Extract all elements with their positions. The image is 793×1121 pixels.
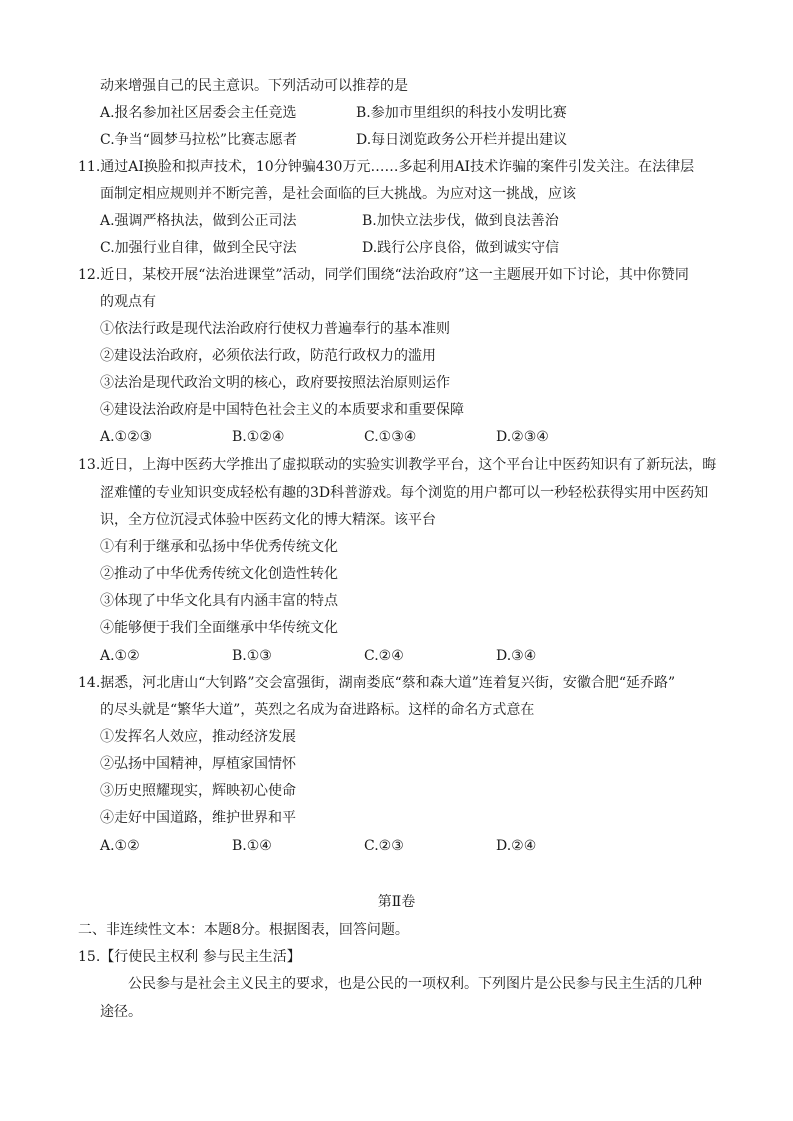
q15-text-line-2: 途径。	[100, 1004, 142, 1020]
q10-option-b: B.参加市里组织的科技小发明比赛	[356, 105, 567, 121]
q12-item-1: ①依法行政是现代法治政府行使权力普遍奉行的基本准则	[100, 321, 450, 337]
q11-option-a: A.强调严格执法，做到公正司法	[100, 213, 297, 229]
section-2-heading: 二、非连续性文本：本题8分。根据图表，回答问题。	[78, 922, 409, 938]
q14-stem-line-2: 的尽头就是“繁华大道”，英烈之名成为奋进路标。这样的命名方式意在	[100, 702, 535, 718]
q10-option-a: A.报名参加社区居委会主任竞选	[100, 105, 297, 121]
q12-stem-line-2: 的观点有	[100, 294, 156, 310]
q11-stem-line-1: 11.通过AI换脸和拟声技术，10分钟骗430万元……多起利用AI技术诈骗的案件引发关注。在法律层	[78, 159, 695, 175]
q13-stem-line-3: 识，全方位沉浸式体验中医药文化的博大精深。该平台	[100, 512, 436, 528]
q12-item-4: ④建设法治政府是中国特色社会主义的本质要求和重要保障	[100, 402, 464, 418]
q11-option-d: D.践行公序良俗，做到诚实守信	[362, 240, 560, 256]
q13-item-3: ③体现了中华文化具有内涵丰富的特点	[100, 593, 338, 609]
q14-option-a: A.①②	[100, 838, 140, 854]
q11-stem-line-2: 面制定相应规则并不断完善，是社会面临的巨大挑战。为应对这一挑战，应该	[100, 186, 576, 202]
q13-option-a: A.①②	[100, 648, 140, 664]
q14-option-c: C.②③	[364, 838, 404, 854]
q14-item-1: ①发挥名人效应，推动经济发展	[100, 729, 296, 745]
q12-option-c: C.①③④	[364, 429, 417, 445]
q10-option-c: C.争当“圆梦马拉松”比赛志愿者	[100, 132, 297, 148]
q13-stem-line-1: 13.近日，上海中医药大学推出了虚拟联动的实验实训教学平台，这个平台让中医药知识有了新玩法，晦	[78, 457, 717, 473]
q11-option-b: B.加快立法步伐，做到良法善治	[362, 213, 559, 229]
q10-stem-tail: 动来增强自己的民主意识。下列活动可以推荐的是	[100, 78, 408, 94]
q14-item-4: ④走好中国道路，维护世界和平	[100, 810, 296, 826]
q14-stem-line-1: 14.据悉，河北唐山“大钊路”交会富强街，湖南娄底“蔡和森大道”连着复兴街，安徽合肥“延乔路”	[78, 675, 676, 691]
q14-item-3: ③历史照耀现实，辉映初心使命	[100, 783, 296, 799]
q12-stem-line-1: 12.近日，某校开展“法治进课堂”活动，同学们围绕“法治政府”这一主题展开如下讨论，其中你赞同	[78, 267, 689, 283]
q13-option-c: C.②④	[364, 648, 404, 664]
q13-option-b: B.①③	[232, 648, 272, 664]
q14-item-2: ②弘扬中国精神，厚植家国情怀	[100, 756, 296, 772]
q15-text-line-1: 公民参与是社会主义民主的要求，也是公民的一项权利。下列图片是公民参与民主生活的几种	[128, 976, 702, 992]
q12-option-d: D.②③④	[496, 429, 549, 445]
q11-option-c: C.加强行业自律，做到全民守法	[100, 240, 297, 256]
q13-item-2: ②推动了中华优秀传统文化创造性转化	[100, 566, 338, 582]
q13-item-1: ①有利于继承和弘扬中华优秀传统文化	[100, 539, 338, 555]
q13-stem-line-2: 涩难懂的专业知识变成轻松有趣的3D科普游戏。每个浏览的用户都可以一秒轻松获得实用中医药知	[100, 485, 709, 501]
q14-option-b: B.①④	[232, 838, 272, 854]
q13-option-d: D.③④	[496, 648, 537, 664]
q12-item-2: ②建设法治政府，必须依法行政，防范行政权力的滥用	[100, 348, 436, 364]
q12-item-3: ③法治是现代政治文明的核心，政府要按照法治原则运作	[100, 375, 450, 391]
q10-option-d: D.每日浏览政务公开栏并提出建议	[356, 132, 568, 148]
q15-heading: 15.【行使民主权利 参与民主生活】	[78, 949, 301, 965]
part-2-title: 第Ⅱ卷	[377, 894, 416, 910]
q14-option-d: D.②④	[496, 838, 537, 854]
q12-option-b: B.①②④	[232, 429, 285, 445]
q13-item-4: ④能够便于我们全面继承中华传统文化	[100, 620, 338, 636]
q12-option-a: A.①②③	[100, 429, 153, 445]
